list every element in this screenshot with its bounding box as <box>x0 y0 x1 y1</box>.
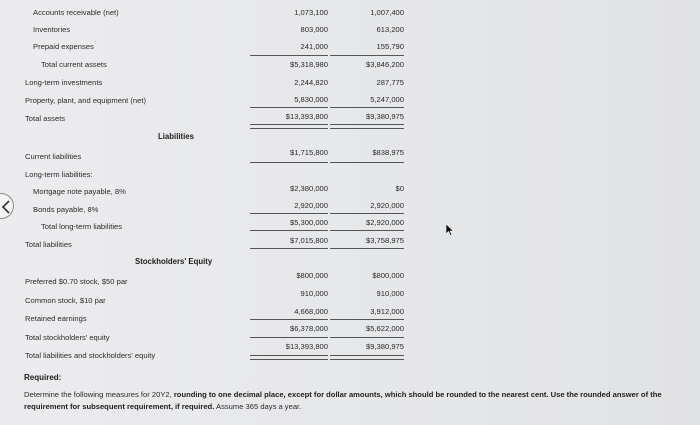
mouse-cursor-icon <box>446 223 455 241</box>
row-label-long-term-investments: Long-term investments <box>25 78 103 87</box>
value-retained-y1: 4,668,000 <box>294 307 328 316</box>
row-label-accounts-receivable: Accounts receivable (net) <box>33 8 119 17</box>
row-label-inventories: Inventories <box>33 25 71 34</box>
value-prepaid-expenses-y2: 155,790 <box>376 42 404 51</box>
row-label-total-current-assets: Total current assets <box>41 60 107 69</box>
underline-current-liabilities-y1 <box>250 162 328 163</box>
value-preferred-y1: $800,000 <box>296 271 328 280</box>
row-label-ppe: Property, plant, and equipment (net) <box>25 96 147 105</box>
value-mortgage-y1: $2,380,000 <box>289 184 328 193</box>
double-rule-total-assets-y1 <box>250 124 328 129</box>
required-intro: Determine the following measures for 20Y2, <box>24 390 174 399</box>
value-ppe-y1: 5,830,000 <box>294 95 328 104</box>
value-current-liabilities-y1: $1,715,800 <box>289 148 328 157</box>
value-bonds-y1: 2,920,000 <box>294 201 328 210</box>
underline-prepaid-y1 <box>250 55 328 56</box>
row-label-bonds: Bonds payable, 8% <box>33 205 99 214</box>
chevron-left-icon <box>1 200 11 214</box>
required-days-note: Assume 365 days a year. <box>214 401 302 411</box>
value-common-y1: 910,000 <box>300 289 328 298</box>
equity-header: Stockholders' Equity <box>135 257 213 266</box>
value-inventories-y2: 613,200 <box>376 25 404 34</box>
value-total-long-term-y2: $2,920,000 <box>365 218 404 227</box>
row-label-total-assets: Total assets <box>25 114 66 123</box>
underline-total-equity-y1 <box>250 337 328 338</box>
value-total-liabilities-y2: $3,758,975 <box>365 236 404 245</box>
value-inventories-y1: 803,000 <box>300 25 328 34</box>
underline-total-long-term-y1 <box>250 230 328 231</box>
row-label-total-l-and-e: Total liabilities and stockholders' equity <box>25 351 156 360</box>
underline-ppe-y1 <box>250 107 328 108</box>
row-label-mortgage: Mortgage note payable, 8% <box>33 187 126 196</box>
row-label-total-equity: Total stockholders' equity <box>25 333 110 342</box>
underline-ppe-y2 <box>330 107 404 108</box>
underline-current-liabilities-y2 <box>330 162 404 163</box>
row-label-retained-earnings: Retained earnings <box>25 314 87 323</box>
double-rule-total-l-and-e-y2 <box>330 355 404 360</box>
underline-retained-y2 <box>330 319 404 320</box>
value-total-current-assets-y2: $3,846,200 <box>365 60 404 69</box>
value-bonds-y2: 2,920,000 <box>370 201 404 210</box>
value-total-equity-y1: $6,378,000 <box>289 324 328 333</box>
value-preferred-y2: $800,000 <box>372 271 404 280</box>
row-label-total-liabilities: Total liabilities <box>25 240 72 249</box>
required-heading: Required: <box>24 373 62 382</box>
value-total-l-and-e-y2: $9,380,975 <box>365 342 404 351</box>
row-label-current-liabilities: Current liabilities <box>25 152 82 161</box>
back-button[interactable] <box>0 193 14 219</box>
double-rule-total-l-and-e-y1 <box>250 355 328 360</box>
underline-total-equity-y2 <box>330 337 404 338</box>
value-retained-y2: 3,912,000 <box>370 307 404 316</box>
value-total-l-and-e-y1: $13,393,800 <box>285 342 328 351</box>
value-total-current-assets-y1: $5,318,980 <box>289 60 328 69</box>
underline-prepaid-y2 <box>330 55 404 56</box>
value-total-assets-y1: $13,393,800 <box>285 112 328 121</box>
value-prepaid-expenses-y1: 241,000 <box>300 42 328 51</box>
value-total-equity-y2: $5,622,000 <box>365 324 404 333</box>
value-long-term-investments-y1: 2,244,820 <box>294 78 328 87</box>
value-mortgage-y2: $0 <box>395 184 404 193</box>
value-accounts-receivable-y1: 1,073,100 <box>294 8 328 17</box>
double-rule-total-assets-y2 <box>330 124 404 129</box>
value-current-liabilities-y2: $838,975 <box>372 148 404 157</box>
value-total-liabilities-y1: $7,015,800 <box>289 236 328 245</box>
underline-bonds-y1 <box>250 213 328 214</box>
row-label-prepaid-expenses: Prepaid expenses <box>33 42 94 51</box>
underline-total-liabilities-y1 <box>250 248 328 249</box>
underline-retained-y1 <box>250 319 328 320</box>
required-rounding-rule: rounding to one decimal place, except for dollar amounts, which should be rounded to the nearest cent. Use the rounded answer of the requirement for subsequent requirement, if required. <box>24 390 662 411</box>
row-label-total-long-term: Total long-term liabilities <box>41 222 123 231</box>
value-total-long-term-y1: $5,300,000 <box>289 218 328 227</box>
row-label-common-stock: Common stock, $10 par <box>25 296 106 305</box>
value-long-term-investments-y2: 287,775 <box>376 78 404 87</box>
value-total-assets-y2: $9,380,975 <box>365 112 404 121</box>
liabilities-header: Liabilities <box>158 132 194 141</box>
required-instructions <box>24 389 694 412</box>
underline-bonds-y2 <box>330 213 404 214</box>
underline-total-long-term-y2 <box>330 230 404 231</box>
row-label-preferred-stock: Preferred $0.70 stock, $50 par <box>25 277 128 286</box>
value-accounts-receivable-y2: 1,007,400 <box>370 8 404 17</box>
underline-total-liabilities-y2 <box>330 248 404 249</box>
long-term-liabilities-header: Long-term liabilities: <box>25 170 93 179</box>
value-common-y2: 910,000 <box>376 289 404 298</box>
value-ppe-y2: 5,247,000 <box>370 95 404 104</box>
